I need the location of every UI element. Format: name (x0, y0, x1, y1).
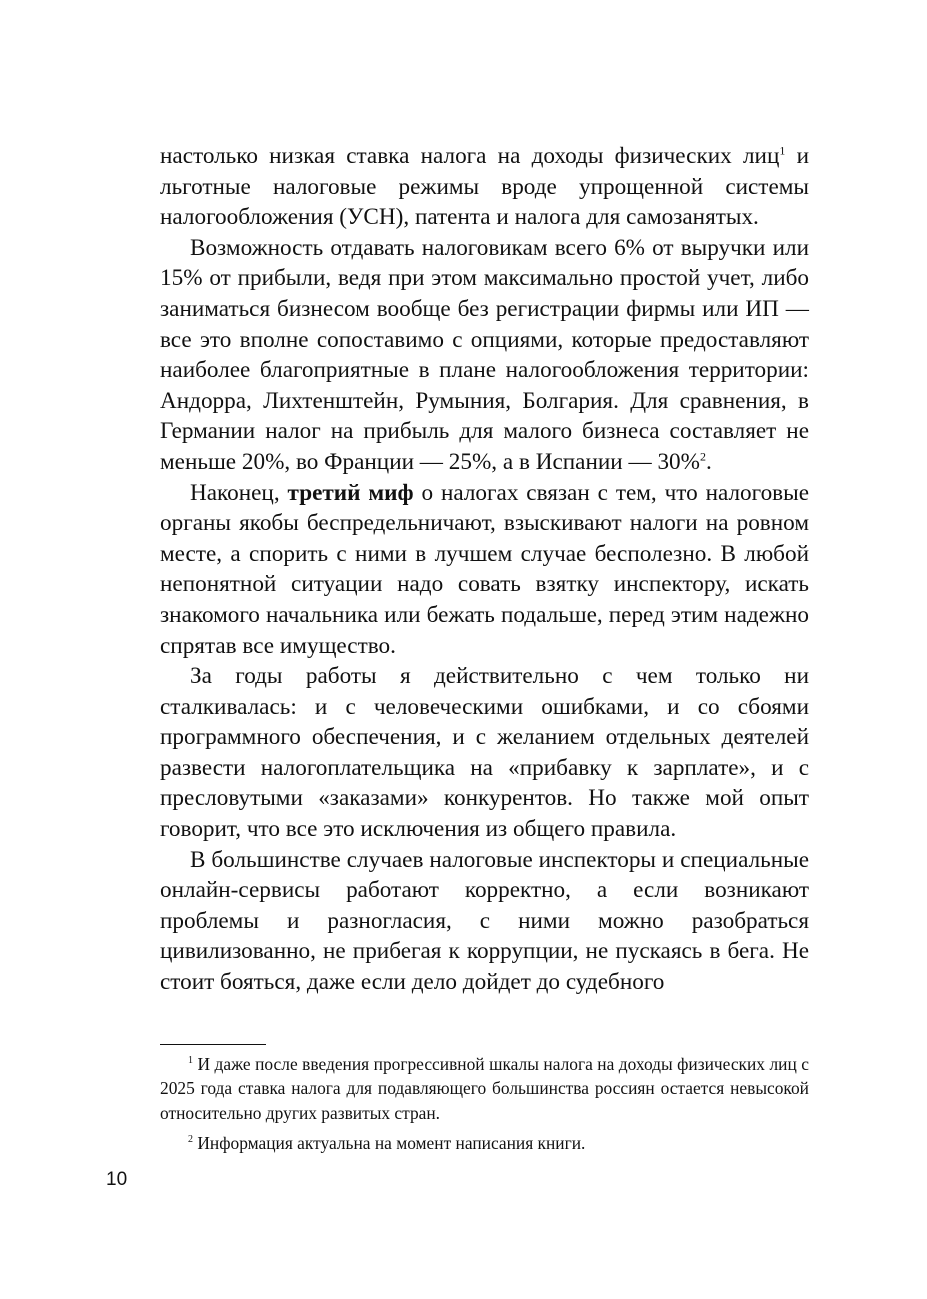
paragraph-5: В большинстве случаев налоговые инспекторы и специальные онлайн-сервисы работают корректно, а если возникают проблемы и разногласия, с ними можно разобраться цивилизованно, не прибегая к коррупции, не пускаясь в бега. Не стоит бояться, даже если дело дойдет до судебного (160, 846, 809, 996)
body-text (160, 141, 809, 998)
paragraph-3 (160, 478, 809, 662)
footnote-ref-1: 1 (779, 143, 786, 158)
paragraph-2-after: . (705, 448, 712, 475)
paragraph-3-before: Наконец, (190, 479, 288, 506)
paragraph-1-after: и льготные налоговые режимы вроде упрощенной системы налогообложения (УСН), патента и налога для самозанятых. (160, 143, 809, 231)
page-number: 10 (106, 1169, 128, 1190)
footnote-1-text: И даже после введения прогрессивной шкалы налога на доходы физических лиц с 2025 года ставка налога для подавляющего большинства россиян остается невысокой относительно других развитых стран. (160, 1054, 809, 1123)
footnote-1-marker: 1 (188, 1055, 193, 1067)
footnote-2-text: Информация актуальна на момент написания книги. (197, 1133, 586, 1154)
paragraph-2-text: Возможность отдавать налоговикам всего 6% от выручки или 15% от прибыли, ведя при этом максимально простой учет, либо заниматься бизнесом вообще без регистрации фирмы или ИП — все это вполне сопоставимо с опциями, которые предоставляют наиболее благоприятные в плане налогообложения территории: Андорра, Лихтенштейн, Румыния, Болгария. Для сравнения, в Германии налог на прибыль для малого бизнеса составляет не меньше 20%, во Франции — 25%, а в Испании — 30% (160, 234, 809, 475)
footnote-2 (160, 1131, 809, 1155)
paragraph-1-text: настолько низкая ставка налога на доходы физических лиц (160, 143, 780, 169)
emphasis-third-myth: третий миф (287, 479, 414, 506)
paragraph-2 (160, 233, 809, 478)
footnote-2-marker: 2 (188, 1134, 193, 1146)
footnote-ref-2: 2 (699, 449, 706, 464)
paragraph-1 (160, 141, 809, 233)
paragraph-3-after: о налогах связан с тем, что налоговые органы якобы беспредельничают, взыскивают налоги на ровном месте, а спорить с ними в лучшем случае бесполезно. В любой непонятной ситуации надо совать взятку инспектору, искать знакомого начальника или бежать подальше, перед этим надежно спрятав все имущество. (160, 479, 809, 659)
footnotes (160, 1052, 809, 1162)
footnote-1 (160, 1052, 809, 1125)
paragraph-4: За годы работы я действительно с чем только ни сталкивалась: и с человеческими ошибками, и со сбоями программного обеспечения, и с желанием отдельных деятелей развести налогоплательщика на «прибавку к зарплате», и с пресловутыми «заказами» конкурентов. Но также мой опыт говорит, что все это исключения из общего правила. (160, 663, 809, 843)
footnote-divider (160, 1044, 266, 1045)
